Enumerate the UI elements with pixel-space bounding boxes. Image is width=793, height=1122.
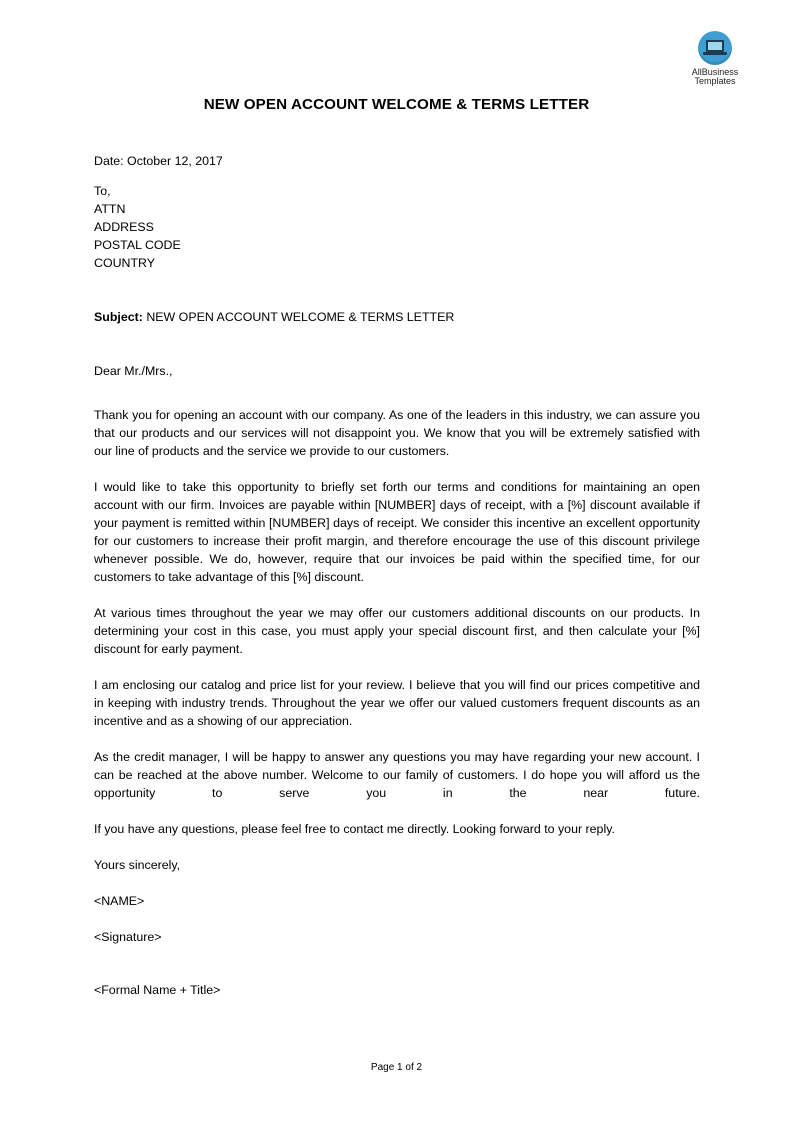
paragraph-5: As the credit manager, I will be happy to answer any questions you may have regarding your new account. I can be reached at the above number. Welcome to our family of customers. I do hope you will afford us the opportunity to serve you in the near future. (94, 750, 700, 800)
allbusiness-templates-logo (684, 31, 746, 86)
logo-text (684, 68, 746, 86)
address-to: To, (94, 184, 111, 198)
address-postal-code: POSTAL CODE (94, 238, 181, 252)
logo-line-1: AllBusiness (691, 67, 739, 77)
address-country: COUNTRY (94, 256, 156, 270)
signature-placeholder: <Signature> (94, 930, 162, 944)
formal-name-placeholder: <Formal Name + Title> (94, 983, 221, 997)
paragraph-3: At various times throughout the year we may offer our customers additional discounts on our products. In determining your cost in this case, you must apply your special discount first, and then calculate your [%] discount for early payment. (94, 606, 700, 656)
letter-body (94, 152, 700, 999)
subject-label: Subject: (94, 310, 143, 324)
laptop-icon (698, 31, 732, 65)
paragraph-4: I am enclosing our catalog and price list for your review. I believe that you will find our prices competitive and in keeping with industry trends. Throughout the year we offer our valued customers frequent discounts as an incentive and as a showing of our appreciation. (94, 678, 700, 728)
subject-line (94, 308, 700, 326)
page-number: Page 1 of 2 (370, 1062, 423, 1073)
closing: Yours sincerely, (94, 858, 181, 872)
address-attn: ATTN (94, 202, 126, 216)
recipient-address (94, 182, 700, 272)
paragraph-2: I would like to take this opportunity to briefly set forth our terms and conditions for maintaining an open account with our firm. Invoices are payable within [NUMBER] days of receipt, with a [%] discount available if your payment is remitted within [NUMBER] days of receipt. We consider this incentive an excellent opportunity for our customers to increase their profit margin, and therefore encourage the use of this discount privilege whenever possible. We do, however, require that our invoices be paid within the specified time, for our customers to take advantage of this [%] discount. (94, 480, 700, 584)
greeting: Dear Mr./Mrs., (94, 364, 173, 378)
name-placeholder: <NAME> (94, 894, 145, 908)
letter-date: Date: October 12, 2017 (94, 154, 223, 168)
paragraph-1: Thank you for opening an account with our company. As one of the leaders in this industry, we can assure you that our products and our services will not disappoint you. We know that you will be extremely satisfied with our line of products and the service we provide to our customers. (94, 408, 700, 458)
logo-line-2: Templates (694, 76, 736, 86)
document-title: NEW OPEN ACCOUNT WELCOME & TERMS LETTER (203, 96, 590, 113)
paragraph-6: If you have any questions, please feel free to contact me directly. Looking forward to your reply. (94, 822, 615, 836)
address-line: ADDRESS (94, 220, 154, 234)
subject-text: NEW OPEN ACCOUNT WELCOME & TERMS LETTER (142, 310, 455, 324)
